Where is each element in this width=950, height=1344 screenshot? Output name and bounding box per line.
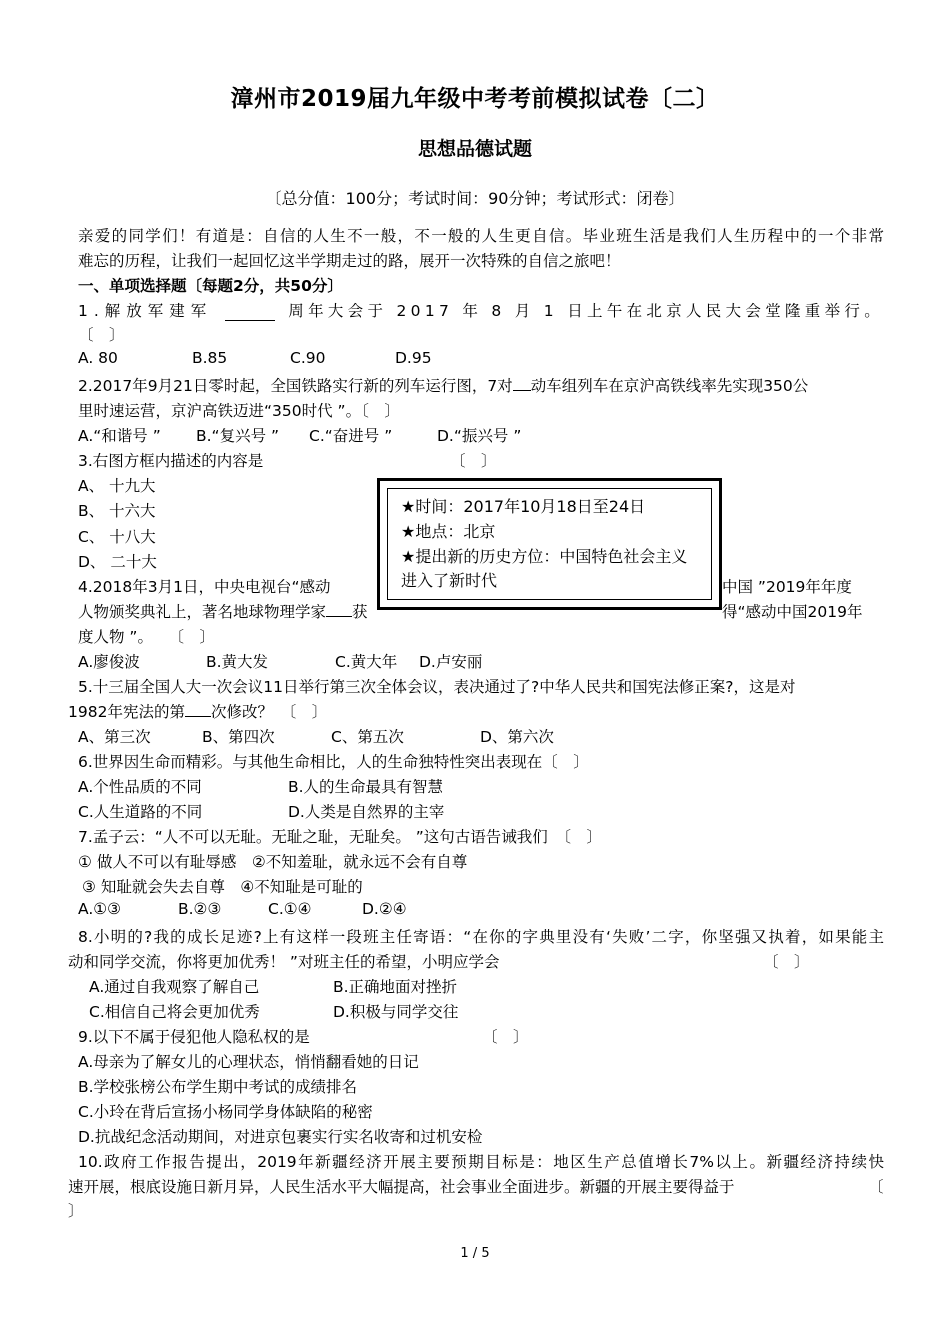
q4-option-d: D.卢安丽 xyxy=(419,653,483,671)
q3-bracket: 〔 〕 xyxy=(450,452,497,470)
q2-stem-b: 动车组列车在京沪高铁线率先实现350公 xyxy=(530,377,809,395)
q1-option-d: D.95 xyxy=(395,349,432,367)
q1-stem-b: 周年大会于 2017 年 8 月 1 日上午在北京人民大会堂隆重举行。 xyxy=(288,302,884,320)
intro-line-2: 难忘的历程，让我们一起回忆这半学期走过的路，展开一次特殊的自信之旅吧！ xyxy=(78,252,621,270)
q3-info-box xyxy=(377,478,722,610)
q2-option-d: D.“振兴号 ” xyxy=(437,427,522,445)
q6-option-d: D.人类是自然界的主宰 xyxy=(288,803,445,821)
question-2-line-1 xyxy=(78,374,808,396)
exam-subtitle: 思想品德试题 xyxy=(417,138,532,160)
q4-line-2a: 人物颁奖典礼上，著名地球物理学家 xyxy=(78,603,327,621)
exam-title: 漳州市2019届九年级中考考前模拟试卷〔二〕 xyxy=(230,86,720,112)
q4-option-b: B.黄大发 xyxy=(206,653,269,671)
q1-bracket: 〔 〕 xyxy=(78,326,125,344)
q7-option-c: C.①④ xyxy=(268,900,312,918)
q1-option-b: B.85 xyxy=(192,349,228,367)
q8-option-b: B.正确地面对挫折 xyxy=(333,978,458,996)
q3-box-line-1: ★时间：2017年10月18日至24日 xyxy=(401,497,646,516)
question-3-stem: 3.右图方框内描述的内容是 xyxy=(78,452,264,470)
q1-option-c: C.90 xyxy=(290,349,326,367)
q4-line-1a: 4.2018年3月1日，中央电视台“感动 xyxy=(78,578,331,596)
intro-line-1: 亲爱的同学们！有道是：自信的人生不一般，不一般的人生更自信。毕业班生活是我们人生历程中的一个非常 xyxy=(78,227,884,245)
q4-blank xyxy=(326,616,352,617)
q3-box-line-3: ★提出新的历史方位：中国特色社会主义 xyxy=(401,547,688,566)
q9-option-b: B.学校张榜公布学生期中考试的成绩排名 xyxy=(78,1078,358,1096)
q6-option-b: B.人的生命最具有智慧 xyxy=(288,778,444,796)
q9-stem: 9.以下不属于侵犯他人隐私权的是 xyxy=(78,1028,310,1046)
q7-option-b: B.②③ xyxy=(178,900,222,918)
q3-option-b: B、 十六大 xyxy=(78,502,156,520)
exam-info: 〔总分值：100分；考试时间：90分钟；考试形式：闭卷〕 xyxy=(265,189,685,208)
q8-option-d: D.积极与同学交往 xyxy=(333,1003,459,1021)
q10-bracket-open: 〔 xyxy=(868,1178,884,1196)
q10-bracket-close: 〕 xyxy=(68,1202,84,1220)
q4-option-c: C.黄大年 xyxy=(335,653,398,671)
q5-line-2b: 次修改？ 〔 〕 xyxy=(210,703,328,721)
q8-bracket: 〔 〕 xyxy=(763,953,810,971)
q9-option-c: C.小玲在背后宣扬小杨同学身体缺陷的秘密 xyxy=(78,1103,373,1121)
q2-stem-a: 2.2017年9月21日零时起，全国铁路实行新的列车运行图，7对 xyxy=(78,377,513,395)
q5-option-d: D、第六次 xyxy=(480,728,554,746)
q7-option-a: A.①③ xyxy=(78,900,122,918)
q5-line-2 xyxy=(68,700,327,722)
q4-line-2b: 获 xyxy=(352,603,368,621)
q3-box-line-2: ★地点：北京 xyxy=(401,522,496,541)
q2-option-b: B.“复兴号 ” xyxy=(196,427,280,445)
q8-line-2: 动和同学交流，你将更加优秀！ ”对班主任的希望，小明应学会 xyxy=(68,953,500,971)
q8-line-1: 8.小明的?我的成长足迹?上有这样一段班主任寄语：“在你的字典里没有‘失败’二字，你坚强又执着，如果能主 xyxy=(78,928,884,946)
q10-line-2: 速开展，根底设施日新月异，人民生活水平大幅提高，社会事业全面进步。新疆的开展主要得益于 xyxy=(68,1178,735,1196)
q9-option-d: D.抗战纪念活动期间，对进京包裹实行实名收寄和过机安检 xyxy=(78,1128,483,1146)
q4-line-3: 度人物 ”。 〔 〕 xyxy=(78,628,215,646)
q7-item-2: ③ 知耻就会失去自尊 ④不知耻是可耻的 xyxy=(82,878,363,896)
q8-option-c: C.相信自己将会更加优秀 xyxy=(89,1003,260,1021)
q9-option-a: A.母亲为了解女儿的心理状态，悄悄翻看她的日记 xyxy=(78,1053,419,1071)
q2-blank xyxy=(513,390,531,391)
q4-option-a: A.廖俊波 xyxy=(78,653,140,671)
q2-option-a: A.“和谐号 ” xyxy=(78,427,161,445)
q5-option-b: B、第四次 xyxy=(202,728,275,746)
q4-line-2 xyxy=(78,600,368,622)
q5-option-c: C、第五次 xyxy=(331,728,404,746)
q6-option-a: A.个性品质的不同 xyxy=(78,778,202,796)
q4-line-2c: 得“感动中国2019年 xyxy=(722,603,863,621)
q6-stem: 6.世界因生命而精彩。与其他生命相比，人的生命独特性突出表现在〔 〕 xyxy=(78,753,589,771)
q3-option-c: C、 十八大 xyxy=(78,528,156,546)
q4-line-1b: 中国 ”2019年年度 xyxy=(722,578,852,596)
q6-option-c: C.人生道路的不同 xyxy=(78,803,203,821)
page-number: 1 / 5 xyxy=(460,1246,490,1261)
section-heading: 一、单项选择题〔每题2分，共50分〕 xyxy=(78,277,343,295)
q1-blank xyxy=(225,299,275,321)
q8-option-a: A.通过自我观察了解自己 xyxy=(89,978,260,996)
q1-stem-a: 1.解放军建军 xyxy=(78,302,213,320)
q3-option-a: A、 十九大 xyxy=(78,477,156,495)
q5-blank xyxy=(185,716,211,717)
q1-option-a: A. 80 xyxy=(78,349,118,367)
q5-option-a: A、第三次 xyxy=(78,728,151,746)
q7-stem: 7.孟子云：“人不可以无耻。无耻之耻，无耻矣。 ”这句古语告诫我们 〔 〕 xyxy=(78,828,603,846)
q5-line-2a: 1982年宪法的第 xyxy=(68,703,185,721)
q3-info-box-inner xyxy=(387,488,712,600)
q7-option-d: D.②④ xyxy=(362,900,407,918)
q7-item-1: ① 做人不可以有耻辱感 ②不知羞耻，就永远不会有自尊 xyxy=(78,853,468,871)
q2-option-c: C.“奋进号 ” xyxy=(309,427,393,445)
question-2-line-2: 里时速运营，京沪高铁迈进“350时代 ”。〔 〕 xyxy=(78,402,400,420)
q10-line-1: 10.政府工作报告提出，2019年新疆经济开展主要预期目标是：地区生产总值增长7%以上。新疆经济持续快 xyxy=(78,1153,884,1171)
q3-option-d: D、 二十大 xyxy=(78,553,157,571)
q9-bracket: 〔 〕 xyxy=(482,1028,529,1046)
question-1-stem xyxy=(78,299,884,321)
q5-line-1: 5.十三届全国人大一次会议11日举行第三次全体会议，表决通过了?中华人民共和国宪法修正案?，这是对 xyxy=(78,678,796,696)
q3-box-line-4: 进入了新时代 xyxy=(401,571,498,590)
